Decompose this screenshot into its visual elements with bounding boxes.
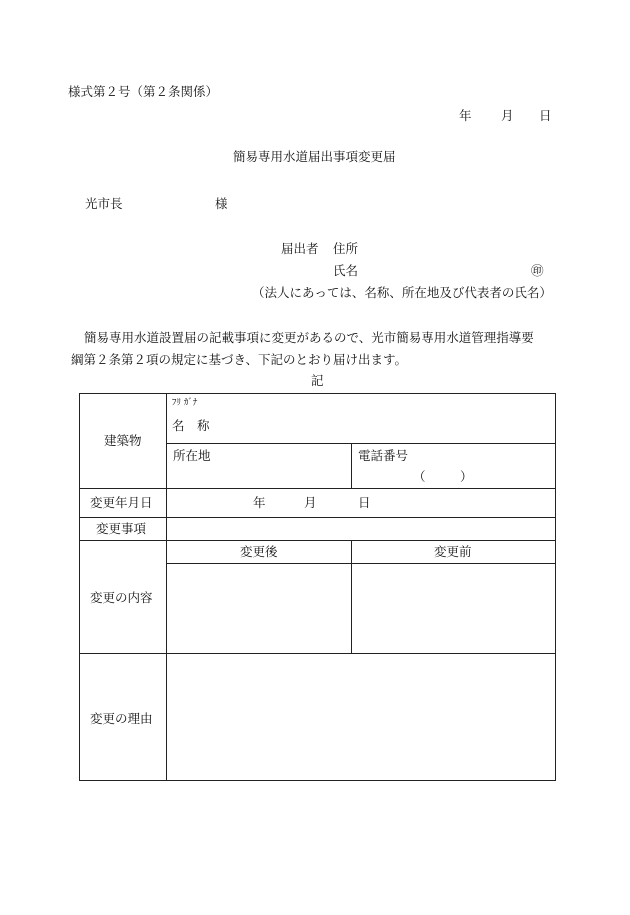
change-content-label: 変更の内容	[90, 590, 153, 605]
table-rule-building-bottom	[79, 488, 556, 489]
change-item-label: 変更事項	[96, 521, 147, 536]
location-label: 所在地	[173, 448, 211, 463]
change-reason-label: 変更の理由	[90, 711, 153, 726]
date-day-label: 日	[539, 108, 552, 123]
change-date-month: 月	[304, 495, 317, 510]
table-border-left	[79, 393, 80, 781]
after-change-header: 変更後	[240, 544, 278, 559]
phone-paren-close: ）	[460, 469, 473, 484]
table-border-top	[79, 393, 556, 394]
form-number: 様式第２号（第２条関係）	[68, 84, 219, 99]
table-divider-phone	[351, 443, 352, 488]
body-text-line2: 綱第２条第２項の規定に基づき、下記のとおり届け出ます。	[71, 352, 408, 367]
phone-number-label: 電話番号	[358, 448, 409, 463]
applicant-address-label: 住所	[333, 241, 359, 256]
ki-heading: 記	[311, 373, 324, 388]
building-label: 建築物	[104, 433, 142, 448]
seal-mark: ㊞	[531, 263, 544, 278]
date-month-label: 月	[501, 108, 514, 123]
table-rule-content-bottom	[79, 653, 556, 654]
table-border-bottom	[79, 780, 556, 781]
furigana-label: ﾌﾘ ｶﾞﾅ	[172, 398, 198, 408]
table-rule-item-bottom	[79, 540, 556, 541]
table-rule-header-bottom	[166, 563, 556, 564]
addressee-name: 光市長	[85, 196, 123, 211]
document-title: 簡易専用水道届出事項変更届	[233, 149, 396, 164]
corporation-note: （法人にあっては、名称、所在地及び代表者の氏名）	[252, 285, 552, 300]
date-year-label: 年	[459, 108, 472, 123]
addressee-honorific: 様	[215, 196, 228, 211]
change-date-year: 年	[253, 495, 266, 510]
change-date-label: 変更年月日	[90, 495, 153, 510]
before-change-header: 変更前	[434, 544, 472, 559]
table-rule-name-bottom	[166, 443, 556, 444]
body-text-line1: 簡易専用水道設置届の記載事項に変更があるので、光市簡易専用水道管理指導要	[84, 330, 534, 345]
table-border-right	[555, 393, 556, 781]
table-divider-label	[166, 393, 167, 781]
table-rule-date-bottom	[79, 517, 556, 518]
applicant-name-label: 氏名	[333, 263, 359, 278]
building-name-label: 名 称	[172, 418, 210, 433]
table-divider-before-after	[351, 540, 352, 653]
phone-paren-open: （	[413, 469, 426, 484]
applicant-label: 届出者	[281, 241, 319, 256]
change-date-day: 日	[358, 495, 371, 510]
